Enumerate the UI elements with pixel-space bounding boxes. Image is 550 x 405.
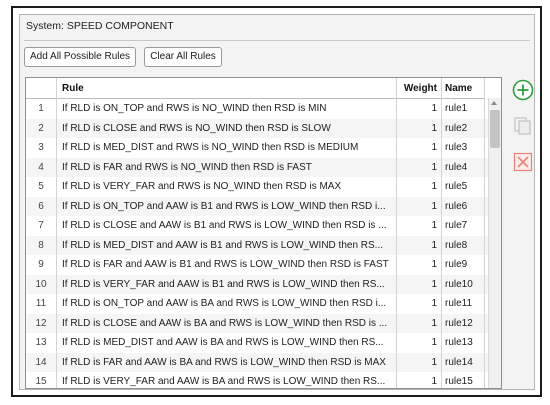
row-index: 1 — [26, 99, 57, 119]
rule-name-cell[interactable]: rule11 — [442, 294, 485, 314]
weight-cell[interactable]: 1 — [397, 236, 442, 256]
rule-text-cell[interactable]: If RLD is ON_TOP and RWS is NO_WIND then RSD is MIN — [57, 99, 397, 119]
header-name[interactable]: Name — [442, 78, 485, 99]
rule-text-cell[interactable]: If RLD is FAR and AAW is BA and RWS is LOW_WIND then RSD is MAX — [57, 353, 397, 373]
rule-text-cell[interactable]: If RLD is MED_DIST and AAW is BA and RWS is LOW_WIND then RS... — [57, 333, 397, 353]
row-index: 5 — [26, 177, 57, 197]
weight-cell[interactable]: 1 — [397, 177, 442, 197]
table-row[interactable] — [26, 314, 488, 334]
header-index — [26, 78, 57, 99]
scroll-up-arrow-icon[interactable] — [491, 101, 497, 105]
scrollbar-thumb[interactable] — [490, 110, 500, 148]
rule-text-cell[interactable]: If RLD is FAR and RWS is NO_WIND then RSD is FAST — [57, 158, 397, 178]
rule-text-cell[interactable]: If RLD is MED_DIST and AAW is B1 and RWS is LOW_WIND then RS... — [57, 236, 397, 256]
weight-cell[interactable]: 1 — [397, 138, 442, 158]
row-index: 15 — [26, 372, 57, 389]
rule-text-cell[interactable]: If RLD is FAR and AAW is B1 and RWS is LOW_WIND then RSD is FAST — [57, 255, 397, 275]
weight-cell[interactable]: 1 — [397, 372, 442, 389]
delete-x-icon[interactable] — [512, 151, 534, 173]
header-rule[interactable]: Rule — [57, 78, 397, 99]
rule-name-cell[interactable]: rule8 — [442, 236, 485, 256]
table-header — [26, 78, 488, 99]
plus-circle-icon[interactable] — [512, 79, 534, 101]
add-all-rules-button[interactable]: Add All Possible Rules — [24, 47, 136, 67]
table-row[interactable] — [26, 353, 488, 373]
weight-cell[interactable]: 1 — [397, 99, 442, 119]
rule-text-cell[interactable]: If RLD is VERY_FAR and AAW is B1 and RWS is LOW_WIND then RS... — [57, 275, 397, 295]
rule-text-cell[interactable]: If RLD is CLOSE and RWS is NO_WIND then RSD is SLOW — [57, 119, 397, 139]
rule-name-cell[interactable]: rule5 — [442, 177, 485, 197]
rule-text-cell[interactable]: If RLD is ON_TOP and AAW is BA and RWS is LOW_WIND then RSD i... — [57, 294, 397, 314]
rule-name-cell[interactable]: rule10 — [442, 275, 485, 295]
rule-name-cell[interactable]: rule12 — [442, 314, 485, 334]
table-row[interactable] — [26, 236, 488, 256]
table-row[interactable] — [26, 333, 488, 353]
weight-cell[interactable]: 1 — [397, 294, 442, 314]
table-row[interactable] — [26, 216, 488, 236]
weight-cell[interactable]: 1 — [397, 158, 442, 178]
table-row[interactable] — [26, 372, 488, 389]
row-index: 7 — [26, 216, 57, 236]
table-row[interactable] — [26, 138, 488, 158]
row-index: 10 — [26, 275, 57, 295]
rule-name-cell[interactable]: rule15 — [442, 372, 485, 389]
rule-name-cell[interactable]: rule7 — [442, 216, 485, 236]
table-row[interactable] — [26, 177, 488, 197]
rule-name-cell[interactable]: rule1 — [442, 99, 485, 119]
rule-text-cell[interactable]: If RLD is MED_DIST and RWS is NO_WIND then RSD is MEDIUM — [57, 138, 397, 158]
row-index: 14 — [26, 353, 57, 373]
clear-all-rules-button[interactable]: Clear All Rules — [144, 47, 222, 67]
rule-name-cell[interactable]: rule14 — [442, 353, 485, 373]
row-index: 8 — [26, 236, 57, 256]
weight-cell[interactable]: 1 — [397, 216, 442, 236]
window-frame — [11, 6, 542, 397]
rules-table — [25, 77, 502, 389]
weight-cell[interactable]: 1 — [397, 333, 442, 353]
rule-name-cell[interactable]: rule9 — [442, 255, 485, 275]
rule-editor-panel — [19, 14, 535, 390]
weight-cell[interactable]: 1 — [397, 255, 442, 275]
rule-name-cell[interactable]: rule2 — [442, 119, 485, 139]
row-index: 3 — [26, 138, 57, 158]
table-row[interactable] — [26, 275, 488, 295]
weight-cell[interactable]: 1 — [397, 353, 442, 373]
row-index: 12 — [26, 314, 57, 334]
weight-cell[interactable]: 1 — [397, 314, 442, 334]
table-row[interactable] — [26, 158, 488, 178]
table-row[interactable] — [26, 255, 488, 275]
rule-name-cell[interactable]: rule3 — [442, 138, 485, 158]
row-index: 13 — [26, 333, 57, 353]
weight-cell[interactable]: 1 — [397, 197, 442, 217]
row-index: 9 — [26, 255, 57, 275]
row-index: 11 — [26, 294, 57, 314]
weight-cell[interactable]: 1 — [397, 119, 442, 139]
rule-name-cell[interactable]: rule6 — [442, 197, 485, 217]
row-index: 4 — [26, 158, 57, 178]
weight-cell[interactable]: 1 — [397, 275, 442, 295]
divider — [24, 40, 530, 41]
rule-text-cell[interactable]: If RLD is CLOSE and AAW is B1 and RWS is LOW_WIND then RSD is ... — [57, 216, 397, 236]
table-row[interactable] — [26, 197, 488, 217]
table-row[interactable] — [26, 294, 488, 314]
system-label: System: SPEED COMPONENT — [26, 20, 174, 32]
rule-name-cell[interactable]: rule13 — [442, 333, 485, 353]
rule-text-cell[interactable]: If RLD is VERY_FAR and AAW is BA and RWS is LOW_WIND then RS... — [57, 372, 397, 389]
rule-text-cell[interactable]: If RLD is ON_TOP and AAW is B1 and RWS is LOW_WIND then RSD i... — [57, 197, 397, 217]
table-row[interactable] — [26, 99, 488, 119]
copy-icon[interactable] — [512, 115, 534, 137]
rule-text-cell[interactable]: If RLD is VERY_FAR and RWS is NO_WIND then RSD is MAX — [57, 177, 397, 197]
table-row[interactable] — [26, 119, 488, 139]
rule-text-cell[interactable]: If RLD is CLOSE and AAW is BA and RWS is LOW_WIND then RSD is ... — [57, 314, 397, 334]
rule-name-cell[interactable]: rule4 — [442, 158, 485, 178]
row-index: 6 — [26, 197, 57, 217]
row-index: 2 — [26, 119, 57, 139]
vertical-scrollbar[interactable] — [488, 98, 501, 388]
header-weight[interactable]: Weight — [397, 78, 442, 99]
